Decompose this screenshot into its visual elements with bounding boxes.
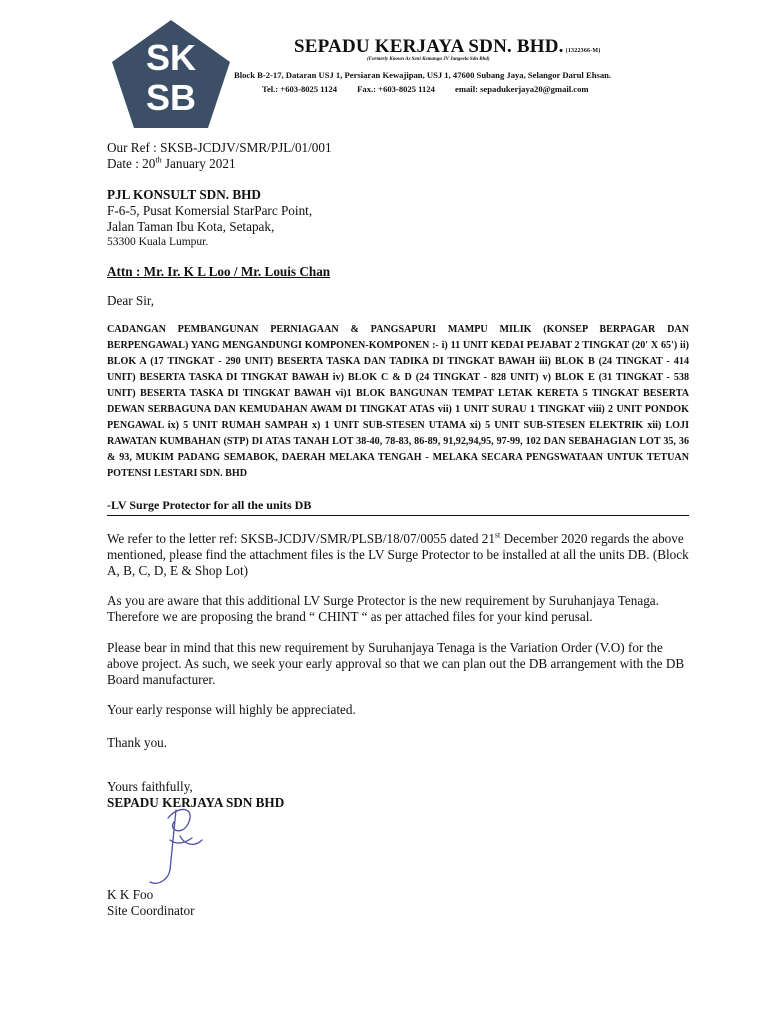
p1-part-b: December 2020 regards the above mentioned, please find the attachment files is the LV Surge Protector to be installed at all the units DB. (Block A, B, C, D, E & Shop Lot) xyxy=(107,531,689,578)
body-paragraph-4: Your early response will highly be appreciated. xyxy=(107,702,356,717)
p1-part-a: We refer to the letter ref: SKSB-JCDJV/SMR/PLSB/18/07/0055 dated 21 xyxy=(107,531,495,546)
date-sup: th xyxy=(155,155,162,165)
recipient-address-3: 53300 Kuala Lumpur. xyxy=(107,236,209,248)
company-name xyxy=(294,36,601,58)
company-name-text: SEPADU KERJAYA SDN. BHD. xyxy=(294,36,564,57)
body-paragraph-3: Please bear in mind that this new requirement by Suruhanjaya Tenaga is the Variation Order (V.O) for the above project. As such, we seek your early approval so that we can plan out the DB arrangement with the DB Board manufacturer. xyxy=(107,640,685,687)
company-tel: Tel.: +603-8025 1124 xyxy=(262,84,338,94)
company-fax: Fax.: +603-8025 1124 xyxy=(357,84,435,94)
body-paragraph-5: Thank you. xyxy=(107,735,168,750)
company-email: email: sepadukerjaya20@gmail.com xyxy=(455,84,589,94)
company-registration: (1322366-M) xyxy=(565,48,601,54)
salutation: Dear Sir, xyxy=(107,293,155,308)
letter-date xyxy=(107,156,236,172)
subject-block: CADANGAN PEMBANGUNAN PERNIAGAAN & PANGSAPURI MAMPU MILIK (KONSEP BERPAGAR DAN BERPENGAWAL) YANG MENGANDUNGI KOMPONEN-KOMPONEN :- i) 11 UNIT KEDAI PEJABAT 2 TINGKAT (20' X 65') ii) BLOK A (17 TINGKAT - 290 UNIT) BESERTA TASKA DAN TADIKA DI TINGKAT BAWAH iii) BLOK B (24 TINGKAT - 414 UNIT) BESERTA TASKA DI TINGKAT BAWAH iv) BLOK C & D (24 TINGKAT - 828 UNIT) v) BLOK E (31 TINGKAT - 538 UNIT) BESERTA TASKA DI TINGKAT BAWAH vi)1 BLOK BANGUNAN TEMPAT LETAK KERETA 5 TINGKAT BESERTA DEWAN SERBAGUNA DAN KEMUDAHAN AWAM DI TINGKAT ATAS vii) 1 UNIT SURAU 1 TINGKAT viii) 2 UNIT PONDOK PENGAWAL ix) 5 UNIT RUMAH SAMPAH x) 1 UNIT SUB-STESEN UTAMA xi) 5 UNIT SUB-STESEN ELEKTRIK xii) LOJI RAWATAN KUMBAHAN (STP) DI ATAS TANAH LOT 38-40, 78-83, 86-89, 91,92,94,95, 97-99, 102 DAN SEBAHAGIAN LOT 35, 36 & 93, MUKIM PADANG SEMABOK, DAERAH MELAKA TENGAH - MELAKA SECARA PENGSWATAAN UNTUK TETUAN POTENSI LESTARI SDN. BHD xyxy=(107,324,689,479)
p1-sup: st xyxy=(494,530,501,540)
subject-heading: -LV Surge Protector for all the units DB xyxy=(107,498,689,516)
date-suffix: January 2021 xyxy=(161,156,236,171)
closing-company: SEPADU KERJAYA SDN BHD xyxy=(107,795,285,810)
body-paragraph-2: As you are aware that this additional LV Surge Protector is the new requirement by Suruhanjaya Tenaga. Therefore we are proposing the brand “ CHINT “ as per attached files for your kind perusal. xyxy=(107,593,659,624)
svg-text:SB: SB xyxy=(145,77,197,118)
closing-yours: Yours faithfully, xyxy=(107,779,193,794)
date-prefix: Date : 20 xyxy=(107,156,156,171)
signer-title: Site Coordinator xyxy=(107,903,195,918)
recipient-address-2: Jalan Taman Ibu Kota, Setapak, xyxy=(107,219,275,234)
company-logo xyxy=(110,18,232,130)
signer-name: K K Foo xyxy=(107,887,154,902)
handwritten-signature xyxy=(140,800,220,890)
attention-line: Attn : Mr. Ir. K L Loo / Mr. Louis Chan xyxy=(107,264,331,279)
recipient-address-1: F-6-5, Pusat Komersial StarParc Point, xyxy=(107,203,313,218)
svg-text:SK: SK xyxy=(145,37,197,78)
recipient-name: PJL KONSULT SDN. BHD xyxy=(107,187,261,202)
company-contact xyxy=(262,84,607,94)
company-address: Block B-2-17, Dataran USJ 1, Persiaran Kewajipan, USJ 1, 47600 Subang Jaya, Selangor Darul Ehsan. xyxy=(234,70,612,80)
company-formerly-known: (Formerly Known As Seni Kemanga JV Jangeela Sdn Bhd) xyxy=(367,57,490,62)
our-ref: Our Ref : SKSB-JCDJV/SMR/PJL/01/001 xyxy=(107,140,332,155)
body-paragraph-1 xyxy=(107,531,691,579)
